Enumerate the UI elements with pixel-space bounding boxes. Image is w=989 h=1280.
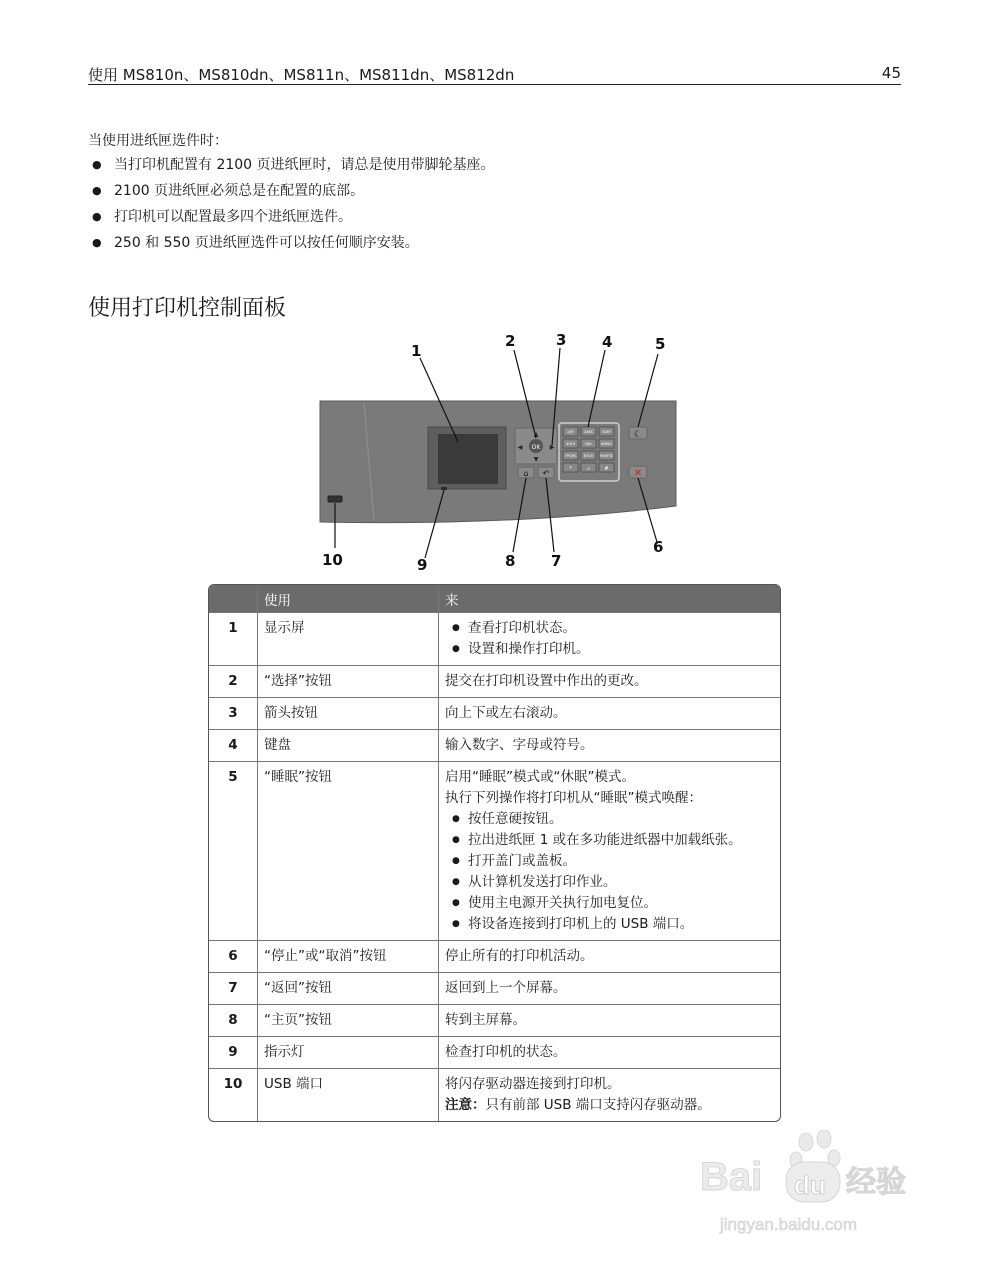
col-header-num bbox=[209, 585, 257, 612]
list-item: ● 拉出进纸匣 1 或在多功能进纸器中加载纸张。 bbox=[445, 830, 774, 851]
key-9: 9WXYZ bbox=[600, 454, 613, 458]
list-item: ● 从计算机发送打印作业。 bbox=[445, 872, 774, 893]
key-4: 4GHI bbox=[566, 442, 575, 446]
table-row bbox=[209, 761, 780, 940]
key-star: * bbox=[569, 466, 572, 472]
row-purpose bbox=[438, 612, 780, 665]
usb-port bbox=[328, 496, 342, 502]
baidu-watermark-graphic bbox=[700, 1130, 930, 1240]
list-item: ● 使用主电源开关执行加电复位。 bbox=[445, 893, 774, 914]
list-item: ● 2100 页进纸匣必须总是在配置的底部。 bbox=[92, 181, 495, 207]
row-purpose: 输入数字、字母或符号。 bbox=[438, 729, 780, 761]
row-num: 5 bbox=[209, 761, 257, 940]
key-hash: # bbox=[604, 466, 609, 472]
table-row bbox=[209, 729, 780, 761]
key-1: 1@! bbox=[566, 430, 575, 434]
callout-2: 2 bbox=[505, 332, 516, 350]
indicator-light bbox=[441, 487, 447, 490]
table-row bbox=[209, 1004, 780, 1036]
table-row bbox=[209, 1036, 780, 1068]
row-num: 2 bbox=[209, 665, 257, 697]
page-number: 45 bbox=[881, 64, 901, 82]
row-purpose: 停止所有的打印机活动。 bbox=[438, 940, 780, 972]
jingyan-logo-text: 经验 bbox=[846, 1165, 906, 1200]
header-rule bbox=[88, 84, 901, 85]
control-panel-figure bbox=[316, 330, 686, 584]
baidu-watermark bbox=[700, 1130, 930, 1244]
table-row bbox=[209, 665, 780, 697]
row-num: 10 bbox=[209, 1068, 257, 1121]
key-3: 3DEF bbox=[601, 430, 612, 434]
running-header-title: 使用 MS810n、MS810dn、MS811n、MS811dn、MS812dn bbox=[88, 66, 515, 84]
display-screen bbox=[438, 434, 498, 484]
arrow-right-icon: ▶ bbox=[549, 444, 555, 451]
tray-bullet-list bbox=[92, 155, 495, 259]
watermark-url: jingyan.baidu.com bbox=[720, 1215, 858, 1234]
table-row bbox=[209, 612, 780, 665]
list-item: ● 将设备连接到打印机上的 USB 端口。 bbox=[445, 914, 774, 935]
key-2: 2ABC bbox=[583, 430, 594, 434]
col-header-use: 使用 bbox=[257, 585, 438, 612]
section-title: 使用打印机控制面板 bbox=[88, 296, 287, 321]
row-purpose bbox=[438, 1068, 780, 1121]
key-0: 0 bbox=[587, 467, 590, 471]
row-num: 4 bbox=[209, 729, 257, 761]
callout-4: 4 bbox=[602, 333, 613, 351]
row-use: 显示屏 bbox=[257, 612, 438, 665]
row-use: “返回”按钮 bbox=[257, 972, 438, 1004]
key-7: 7PQRS bbox=[564, 454, 577, 458]
row-use: 箭头按钮 bbox=[257, 697, 438, 729]
row-purpose: 返回到上一个屏幕。 bbox=[438, 972, 780, 1004]
purpose-line: 启用“睡眠”模式或“休眠”模式。 bbox=[445, 769, 635, 785]
callout-7: 7 bbox=[551, 552, 562, 570]
list-item: ● 按任意硬按钮。 bbox=[445, 809, 774, 830]
callout-10: 10 bbox=[322, 551, 343, 569]
row-use: 键盘 bbox=[257, 729, 438, 761]
key-6: 6MNO bbox=[601, 442, 612, 446]
row-purpose: 提交在打印机设置中作出的更改。 bbox=[438, 665, 780, 697]
purpose-line: 执行下列操作将打印机从“睡眠”模式唤醒： bbox=[445, 790, 702, 806]
callout-8: 8 bbox=[505, 552, 516, 570]
list-item: ● 打印机可以配置最多四个进纸匣选件。 bbox=[92, 207, 495, 233]
note-line bbox=[445, 1095, 774, 1116]
table-row bbox=[209, 940, 780, 972]
callout-6: 6 bbox=[653, 538, 664, 556]
row-use: “睡眠”按钮 bbox=[257, 761, 438, 940]
note-text: 只有前部 USB 端口支持闪存驱动器。 bbox=[485, 1097, 711, 1113]
row-num: 3 bbox=[209, 697, 257, 729]
row-purpose: 检查打印机的状态。 bbox=[438, 1036, 780, 1068]
list-item: ● 打开盖门或盖板。 bbox=[445, 851, 774, 872]
arrow-left-icon: ◀ bbox=[517, 444, 523, 451]
row-purpose: 转到主屏幕。 bbox=[438, 1004, 780, 1036]
table-header-row bbox=[209, 585, 780, 612]
row-num: 1 bbox=[209, 612, 257, 665]
callout-5: 5 bbox=[655, 335, 666, 353]
row-purpose: 向上下或左右滚动。 bbox=[438, 697, 780, 729]
row-num: 9 bbox=[209, 1036, 257, 1068]
row-num: 6 bbox=[209, 940, 257, 972]
callout-9: 9 bbox=[417, 556, 428, 574]
control-panel-illustration bbox=[316, 330, 686, 580]
moon-icon: ☾ bbox=[633, 430, 643, 440]
table-row bbox=[209, 697, 780, 729]
back-icon: ↶ bbox=[542, 469, 550, 478]
list-item: ● 250 和 550 页进纸匣选件可以按任何顺序安装。 bbox=[92, 233, 495, 259]
callout-1: 1 bbox=[411, 342, 422, 360]
purpose-line: 将闪存驱动器连接到打印机。 bbox=[445, 1076, 621, 1092]
table-row bbox=[209, 972, 780, 1004]
list-item: ● 当打印机配置有 2100 页进纸匣时，请总是使用带脚轮基座。 bbox=[92, 155, 495, 181]
note-label: 注意： bbox=[445, 1097, 486, 1113]
row-purpose bbox=[438, 761, 780, 940]
list-item: ● 设置和操作打印机。 bbox=[445, 639, 774, 660]
row-use: 指示灯 bbox=[257, 1036, 438, 1068]
key-5: 5JKL bbox=[584, 442, 593, 446]
row-num: 8 bbox=[209, 1004, 257, 1036]
col-header-purpose: 来 bbox=[438, 585, 780, 612]
arrow-up-icon: ▲ bbox=[533, 431, 539, 438]
home-icon: ⌂ bbox=[523, 469, 529, 478]
table-row bbox=[209, 1068, 780, 1121]
ok-label: OK bbox=[531, 444, 541, 451]
paw-toe bbox=[799, 1133, 813, 1151]
row-use: “停止”或“取消”按钮 bbox=[257, 940, 438, 972]
paw-toe bbox=[817, 1130, 831, 1148]
control-panel-table bbox=[208, 584, 781, 1122]
list-item: ● 查看打印机状态。 bbox=[445, 618, 774, 639]
row-num: 7 bbox=[209, 972, 257, 1004]
baidu-logo-du: du bbox=[794, 1170, 826, 1200]
baidu-logo-text: Bai bbox=[700, 1155, 763, 1199]
intro-text: 当使用进纸匣选件时： bbox=[88, 133, 228, 149]
arrow-down-icon: ▼ bbox=[533, 456, 539, 463]
row-use: “主页”按钮 bbox=[257, 1004, 438, 1036]
row-use: USB 端口 bbox=[257, 1068, 438, 1121]
key-8: 8TUV bbox=[583, 454, 594, 458]
cancel-x-icon: ✕ bbox=[633, 468, 643, 479]
row-use: “选择”按钮 bbox=[257, 665, 438, 697]
callout-3: 3 bbox=[556, 331, 567, 349]
